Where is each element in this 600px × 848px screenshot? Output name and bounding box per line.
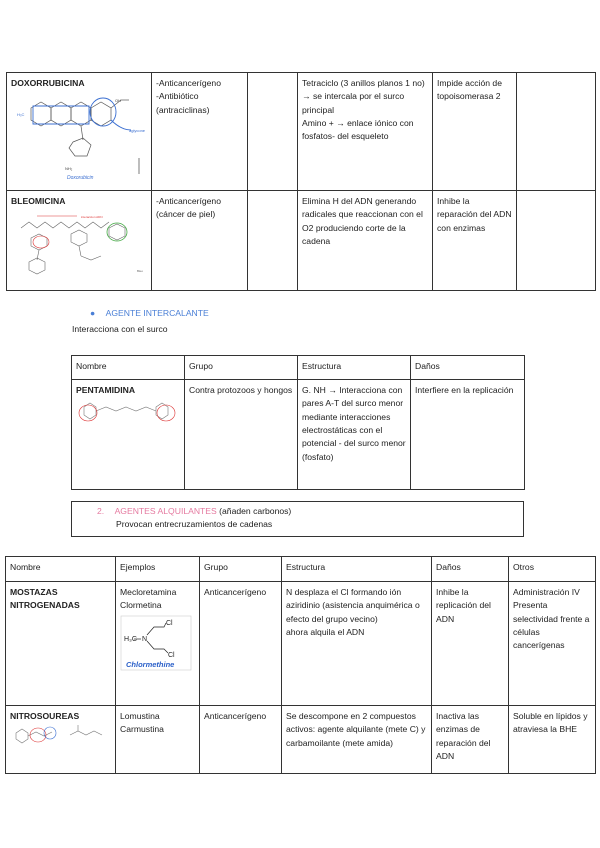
section-number: 2. [97,506,105,516]
table-row [6,706,596,774]
estructura-text: Elimina H del ADN generando radicales que reaccionan con el O2 produciendo corte de la cadena [302,196,423,246]
grupo-cell [152,191,248,291]
danos-cell [433,191,517,291]
drug-name-cell [7,191,152,291]
mol-cl-bottom: Cl [168,651,175,659]
section-box-alquilantes [71,501,524,537]
chlormethine-structure-image [120,615,192,671]
ejemplos-cell [116,582,200,706]
ejemplos-text: Mecloretamina Clormetina [120,587,177,611]
drug-name-cell [7,73,152,191]
alquilantes-table [5,556,596,774]
danos-text: Inhibe la replicación del ADN [436,587,491,624]
svg-text:OH: OH [115,98,121,104]
grupo-cell [200,706,282,774]
table-row [7,73,596,191]
drug-name-cell [6,706,116,774]
mol-cl-top: Cl [166,619,173,627]
section-heading-intercalante [90,307,209,320]
estructura-text: Tetraciclo (3 anillos planos 1 no) → se intercala por el surco principal Amino + → enlace iónico con fosfatos- del esqueleto [302,78,425,142]
otros-text: Soluble en lípidos y atraviesa la BHE [513,711,588,735]
danos-text: Impide acción de topoisomerasa 2 [437,78,502,102]
molecule-caption: Chlormethine [126,659,175,669]
grupo-text: Contra protozoos y hongos [189,385,293,395]
bleomycin-structure-image [11,208,147,278]
ejemplos-text: Lomustina Carmustina [120,711,164,735]
svg-text:aglycone: aglycone [129,128,146,134]
svg-text:Bleo: Bleo [137,269,144,274]
grupo-text: -Anticancerígeno (cáncer de piel) [156,196,221,220]
bullet-icon: ● [90,308,96,318]
section-title: AGENTES ALQUILANTES [114,506,217,516]
drug-name: BLEOMICINA [11,196,66,206]
svg-text:NH₂: NH₂ [65,166,73,172]
header-cell: Grupo [185,356,298,380]
estructura-cell [298,191,433,291]
ejemplos-cell [116,706,200,774]
drug-name: PENTAMIDINA [76,385,136,395]
svg-text:interaccion ADN: interaccion ADN [81,215,103,220]
section-text: Provocan entrecruzamientos de cadenas [116,519,273,530]
estructura-cell [282,706,432,774]
table-row [7,191,596,291]
drug-name-cell [6,582,116,706]
header-cell: Estructura [298,356,411,380]
empty-cell [248,191,298,291]
svg-text:H₃C: H₃C [17,112,25,118]
grupo-text: Anticancerígeno [204,587,267,597]
doxorubicin-structure-image [11,90,147,180]
table-header-row [6,557,596,582]
header-cell: Daños [411,356,525,380]
header-cell: Ejemplos [116,557,200,582]
header-cell: Grupo [200,557,282,582]
otros-text: Administración IV Presenta selectividad frente a células cancerígenas [513,587,590,651]
empty-cell [517,73,596,191]
header-cell: Daños [432,557,509,582]
grupo-cell [152,73,248,191]
estructura-text: G. NH → Interacciona con pares A-T del surco menor mediante interacciones electrostáticas con el potencial - del surco menor (fosfato) [302,385,406,462]
section-text: Interacciona con el surco [72,324,168,334]
grupo-cell [185,380,298,490]
table-header-row [72,356,525,380]
danos-text: Inhibe la reparación del ADN con enzimas [437,196,512,233]
mol-h3c: H₃C [124,635,137,643]
drugs-table-1 [6,72,596,291]
empty-cell [517,191,596,291]
section-heading-alquilantes [97,505,523,518]
drug-name: NITROSOUREAS [10,711,80,721]
pentamidine-structure-image [76,397,180,427]
empty-cell [248,73,298,191]
danos-cell [433,73,517,191]
grupo-cell [200,582,282,706]
danos-cell [411,380,525,490]
section-note: (añaden carbonos) [216,506,292,516]
grupo-text: -Anticancerígeno -Antibiótico (antraciclinas) [156,78,221,115]
estructura-cell [298,73,433,191]
nitrosourea-structure-image [10,723,110,747]
table-row [72,380,525,490]
danos-text: Interfiere en la replicación [415,385,514,395]
estructura-text: Se descompone en 2 compuestos activos: agente alquilante (mete C) y carbamoilante (mete amida) [286,711,426,748]
grupo-text: Anticancerígeno [204,711,267,721]
mol-n: N [142,635,148,643]
danos-cell [432,706,509,774]
danos-text: Inactiva las enzimas de reparación del ADN [436,711,491,761]
danos-cell [432,582,509,706]
estructura-cell [282,582,432,706]
otros-cell [509,706,596,774]
header-cell: Nombre [6,557,116,582]
molecule-caption: Doxorubicin [67,175,94,181]
drug-name: DOXORRUBICINA [11,78,85,88]
section-title: AGENTE INTERCALANTE [105,308,209,318]
estructura-text: N desplaza el Cl formando ión aziridinio (asistencia anquimérica o efecto del grupo vecino) ahora alquila el ADN [286,587,420,637]
header-cell: Nombre [72,356,185,380]
table-row [6,582,596,706]
pentamidina-table [71,355,525,490]
estructura-cell [298,380,411,490]
otros-cell [509,582,596,706]
drug-name: MOSTAZAS NITROGENADAS [10,587,80,611]
header-cell: Otros [509,557,596,582]
header-cell: Estructura [282,557,432,582]
drug-name-cell [72,380,185,490]
